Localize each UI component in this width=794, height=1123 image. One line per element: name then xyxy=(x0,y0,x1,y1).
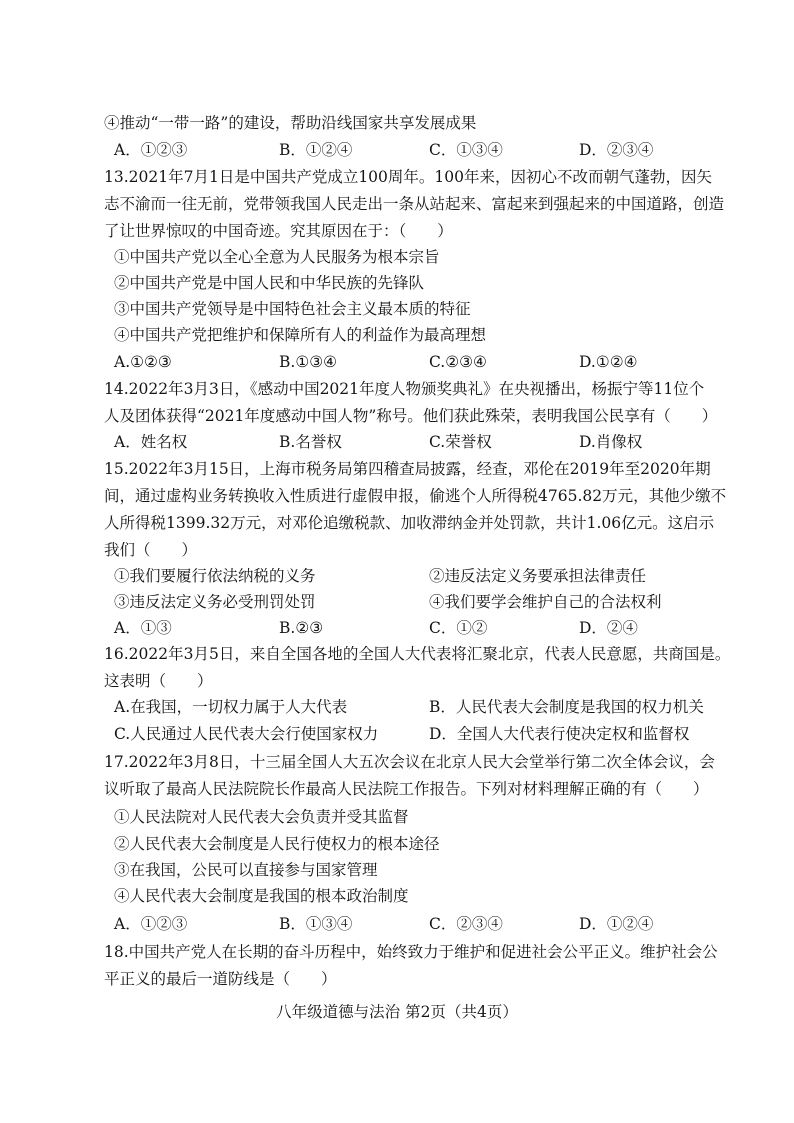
q13-statement-3: ③中国共产党领导是中国特色社会主义最本质的特征 xyxy=(114,300,471,318)
q13-statement-1: ①中国共产党以全心全意为人民服务为根本宗旨 xyxy=(114,248,440,266)
q15-option-b: B.②③ xyxy=(279,619,324,637)
q13-statement-2: ②中国共产党是中国人民和中华民族的先锋队 xyxy=(114,274,425,292)
q12-options xyxy=(104,137,724,163)
q15-stem-2: 间，通过虚构业务转换收入性质进行虚假申报，偷逃个人所得税4765.82万元，其他少缴不 xyxy=(104,487,727,505)
q17-option-c: C．②③④ xyxy=(429,915,503,933)
q16-option-d: D．全国人大代表行使决定权和监督权 xyxy=(429,725,690,743)
q13-options xyxy=(104,349,724,375)
q18-stem-2: 平正义的最后一道防线是（ ） xyxy=(104,970,337,988)
q17-options xyxy=(104,911,724,937)
q17-statement-3: ③在我国，公民可以直接参与国家管理 xyxy=(114,861,378,879)
q15-statements-row-2 xyxy=(104,589,724,615)
q12-option-a: A．①②③ xyxy=(114,141,188,159)
q16-option-c: C.人民通过人民代表大会行使国家权力 xyxy=(114,725,379,743)
q15-statement-4: ④我们要学会维护自己的合法权利 xyxy=(429,593,662,611)
q15-statement-3: ③违反法定义务必受刑罚处罚 xyxy=(114,593,316,611)
q17-option-d: D．①②④ xyxy=(579,915,654,933)
q18-stem-1: 18.中国共产党人在长期的奋斗历程中，始终致力于维护和促进社会公平正义。维护社会公 xyxy=(104,943,718,961)
q13-option-c: C.②③④ xyxy=(429,353,487,371)
q17-statement-4: ④人民代表大会制度是我国的根本政治制度 xyxy=(114,887,409,905)
q13-option-d: D.①②④ xyxy=(579,353,638,371)
q17-statement-1: ①人民法院对人民代表大会负责并受其监督 xyxy=(114,808,409,826)
q17-option-b: B．①③④ xyxy=(279,915,353,933)
q17-statement-2: ②人民代表大会制度是人民行使权力的根本途径 xyxy=(114,835,440,853)
q16-stem-2: 这表明（ ） xyxy=(104,672,213,690)
q16-stem-1: 16.2022年3月5日，来自全国各地的全国人大代表将汇聚北京，代表人民意愿，共商国是。 xyxy=(104,645,731,663)
q16-option-b: B．人民代表大会制度是我国的权力机关 xyxy=(429,698,704,716)
q12-option-c: C．①③④ xyxy=(429,141,503,159)
q13-option-a: A.①②③ xyxy=(114,353,172,371)
q17-option-a: A．①②③ xyxy=(114,915,188,933)
q13-option-b: B.①③④ xyxy=(279,353,338,371)
q15-statement-1: ①我们要履行依法纳税的义务 xyxy=(114,567,316,585)
q16-options-row-1 xyxy=(104,694,724,720)
q12-option-d: D．②③④ xyxy=(579,141,654,159)
page-footer: 八年级道德与法治 第2页（共4页） xyxy=(276,1003,518,1021)
q13-stem-3: 了让世界惊叹的中国奇迹。究其原因在于：（ ） xyxy=(104,222,453,240)
q14-option-d: D.肖像权 xyxy=(579,433,643,451)
q15-option-a: A．①③ xyxy=(114,619,172,637)
q12-option-b: B．①②④ xyxy=(279,141,353,159)
q14-option-c: C.荣誉权 xyxy=(429,433,492,451)
q13-statement-4: ④中国共产党把维护和保障所有人的利益作为最高理想 xyxy=(114,326,487,344)
q13-stem-2: 志不渝而一往无前，党带领我国人民走出一条从站起来、富起来到强起来的中国道路，创造 xyxy=(104,195,725,213)
q15-statements-row-1 xyxy=(104,563,724,589)
q17-stem-2: 议听取了最高人民法院院长作最高人民法院工作报告。下列对材料理解正确的有（ ） xyxy=(104,780,709,798)
q14-option-b: B.名誉权 xyxy=(279,433,342,451)
q14-option-a: A．姓名权 xyxy=(114,433,188,451)
q16-option-a: A.在我国，一切权力属于人大代表 xyxy=(114,698,348,716)
q15-option-c: C．①② xyxy=(429,619,488,637)
q13-stem-1: 13.2021年7月1日是中国共产党成立100周年。100年来，因初心不改而朝气蓬勃，因矢 xyxy=(104,168,712,186)
q14-options xyxy=(104,429,724,455)
q14-stem-2: 人及团体获得“2021年度感动中国人物”称号。他们获此殊荣，表明我国公民享有（ ） xyxy=(104,407,718,425)
q14-stem-1: 14.2022年3月3日，《感动中国2021年度人物颁奖典礼》在央视播出，杨振宁等11位个 xyxy=(104,380,705,398)
q15-stem-4: 我们（ ） xyxy=(104,541,198,559)
q15-stem-3: 人所得税1399.32万元，对邓伦追缴税款、加收滞纳金并处罚款，共计1.06亿元。这启示 xyxy=(104,514,715,532)
q16-options-row-2 xyxy=(104,721,724,747)
q15-option-d: D．②④ xyxy=(579,619,638,637)
q17-stem-1: 17.2022年3月8日，十三届全国人大五次会议在北京人民大会堂举行第二次全体会议，会 xyxy=(104,753,715,771)
q15-stem-1: 15.2022年3月15日，上海市税务局第四稽查局披露，经查，邓伦在2019年至2020年期 xyxy=(104,460,711,478)
q12-statement-4: ④推动“一带一路”的建设，帮助沿线国家共享发展成果 xyxy=(104,114,477,132)
q15-statement-2: ②违反法定义务要承担法律责任 xyxy=(429,567,647,585)
q15-options xyxy=(104,615,724,641)
